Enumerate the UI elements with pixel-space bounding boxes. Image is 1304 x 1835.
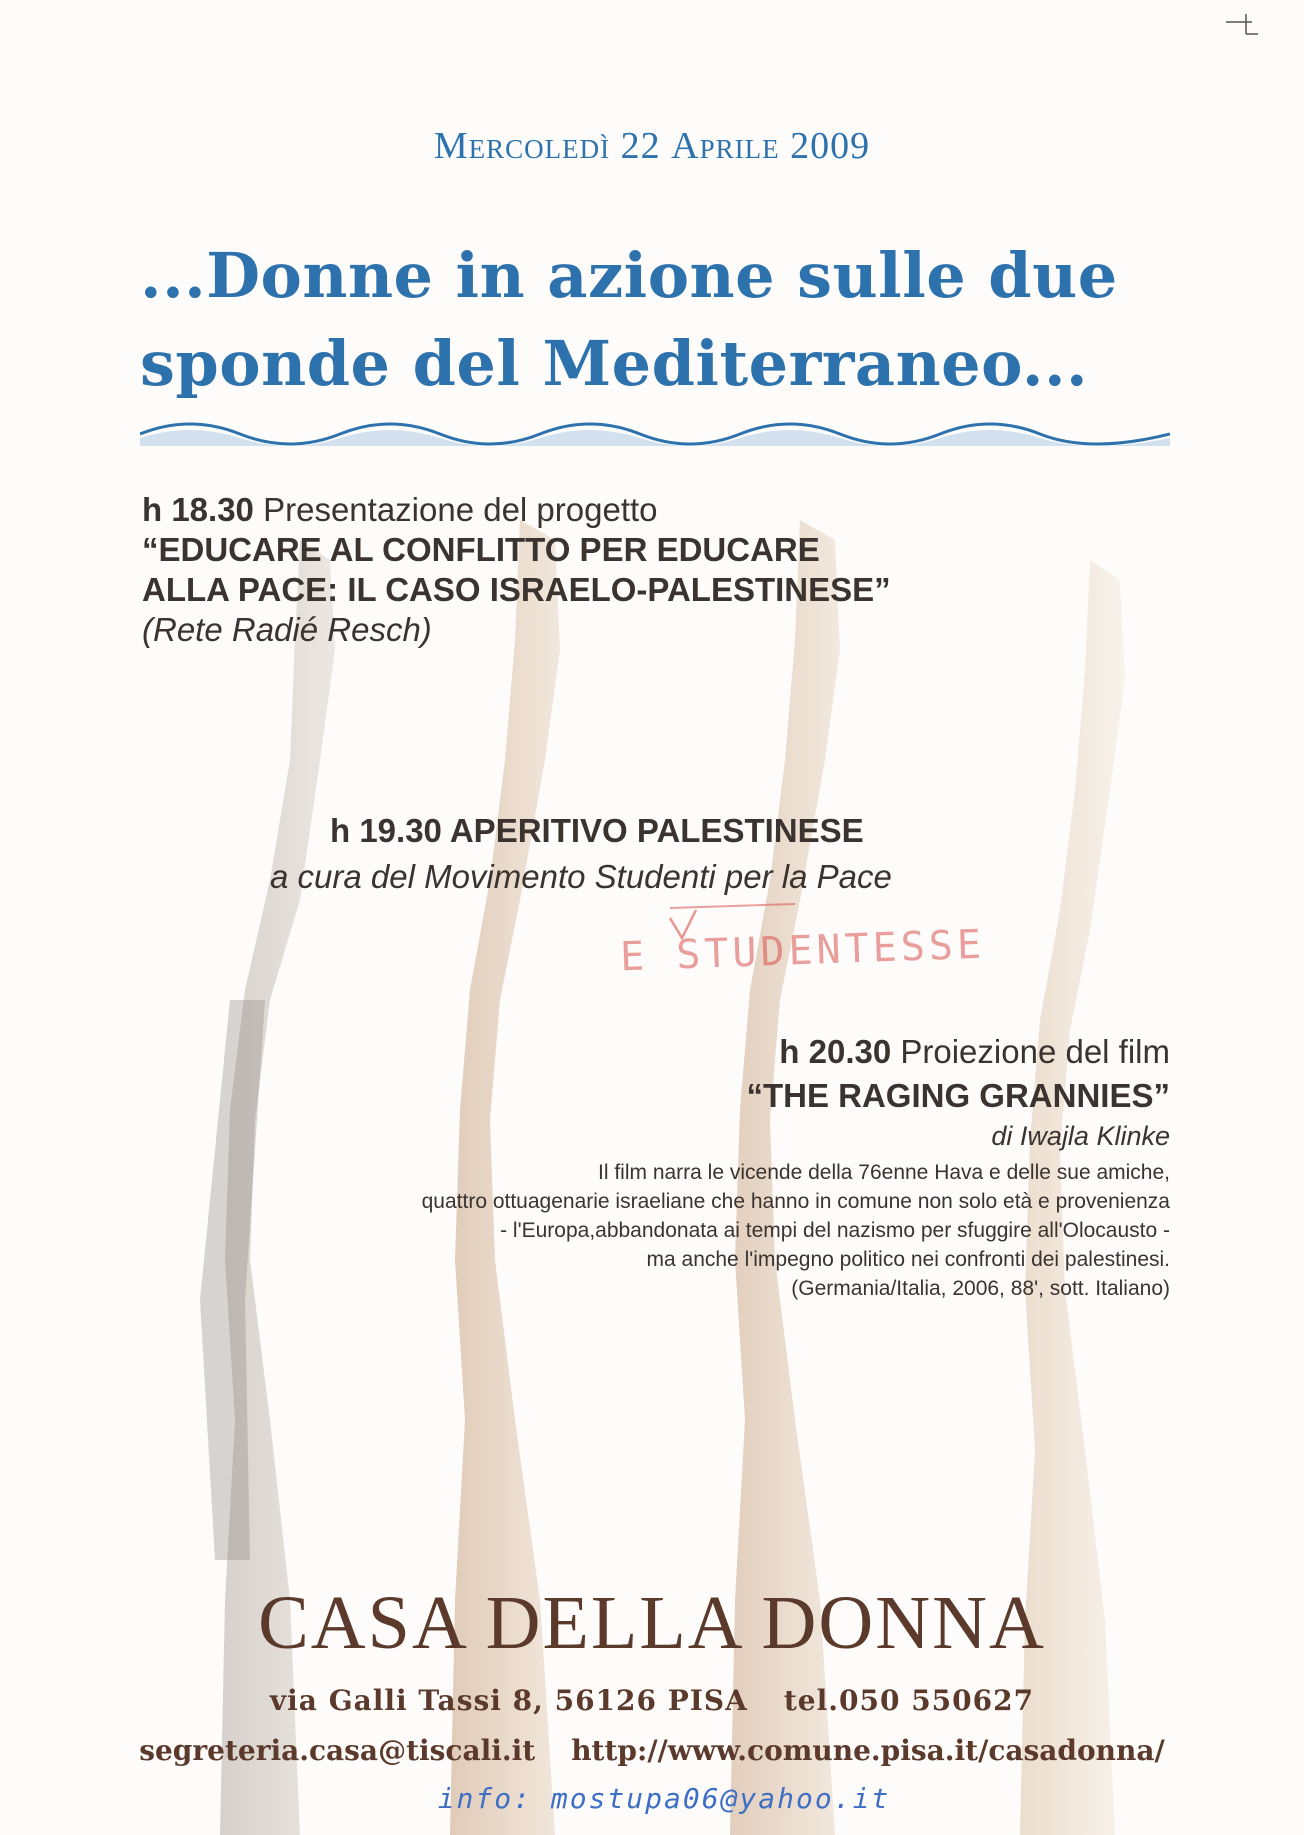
event2-organizer: a cura del Movimento Studenti per la Pace [270,858,892,895]
event-film [270,1030,1170,1303]
date-month: Aprile [671,125,780,167]
date-weekday: Mercoledì [433,125,611,167]
event1-organizer: (Rete Radié Resch) [142,611,432,648]
event2-heading: h 19.30 APERITIVO PALESTINESE [330,812,864,849]
venue-address-line [0,1684,1304,1717]
corner-mark-icon [1224,8,1264,38]
venue-email: segreteria.casa@tiscali.it [139,1734,536,1767]
film-director: di Iwajla Klinke [991,1121,1170,1151]
event1-time: h 18.30 [142,491,254,528]
film-desc-line-3: - l'Europa,abbandonata ai tempi del nazismo per sfuggire all'Olocausto - [500,1219,1170,1242]
date-day: 22 [620,125,661,167]
event-presentation [142,490,1142,650]
wave-divider-icon [140,412,1170,446]
event1-project-line-1: “EDUCARE AL CONFLITTO PER EDUCARE [142,531,820,568]
title-line-1: ...Donne in azione sulle due [140,239,1118,312]
event3-time: h 20.30 [779,1033,892,1070]
venue-name: CASA DELLA DONNA [258,1581,1046,1665]
venue-address: via Galli Tassi 8, 56126 PISA [269,1684,748,1717]
film-desc-line-2: quattro ottuagenarie israeliane che hanno in comune non solo età e provenienza [421,1190,1170,1213]
event3-intro: Proiezione del film [891,1033,1170,1070]
handwritten-correction: E STUDENTESSE [619,921,986,981]
venue-contact-line [0,1734,1304,1767]
film-title: “THE RAGING GRANNIES” [746,1077,1170,1114]
title-line-2: sponde del Mediterraneo... [140,327,1089,400]
film-description [270,1158,1170,1303]
date-year: 2009 [790,125,871,167]
film-desc-line-4: ma anche l'impegno politico nei confronti dei palestinesi. [646,1248,1170,1271]
event1-project-line-2: ALLA PACE: IL CASO ISRAELO-PALESTINESE” [142,571,891,608]
film-desc-line-5: (Germania/Italia, 2006, 88', sott. Italiano) [791,1277,1170,1300]
event1-intro: Presentazione del progetto [253,491,658,528]
venue-website: http://www.comune.pisa.it/casadonna/ [571,1734,1165,1767]
handwritten-info: info: mostupa06@yahoo.it [437,1782,891,1815]
event-date [0,124,1304,168]
film-desc-line-1: Il film narra le vicende della 76enne Hava e delle sue amiche, [598,1161,1170,1184]
venue-phone: tel.050 550627 [783,1684,1035,1717]
event-aperitivo [270,808,1070,900]
poster-title [140,232,1180,408]
